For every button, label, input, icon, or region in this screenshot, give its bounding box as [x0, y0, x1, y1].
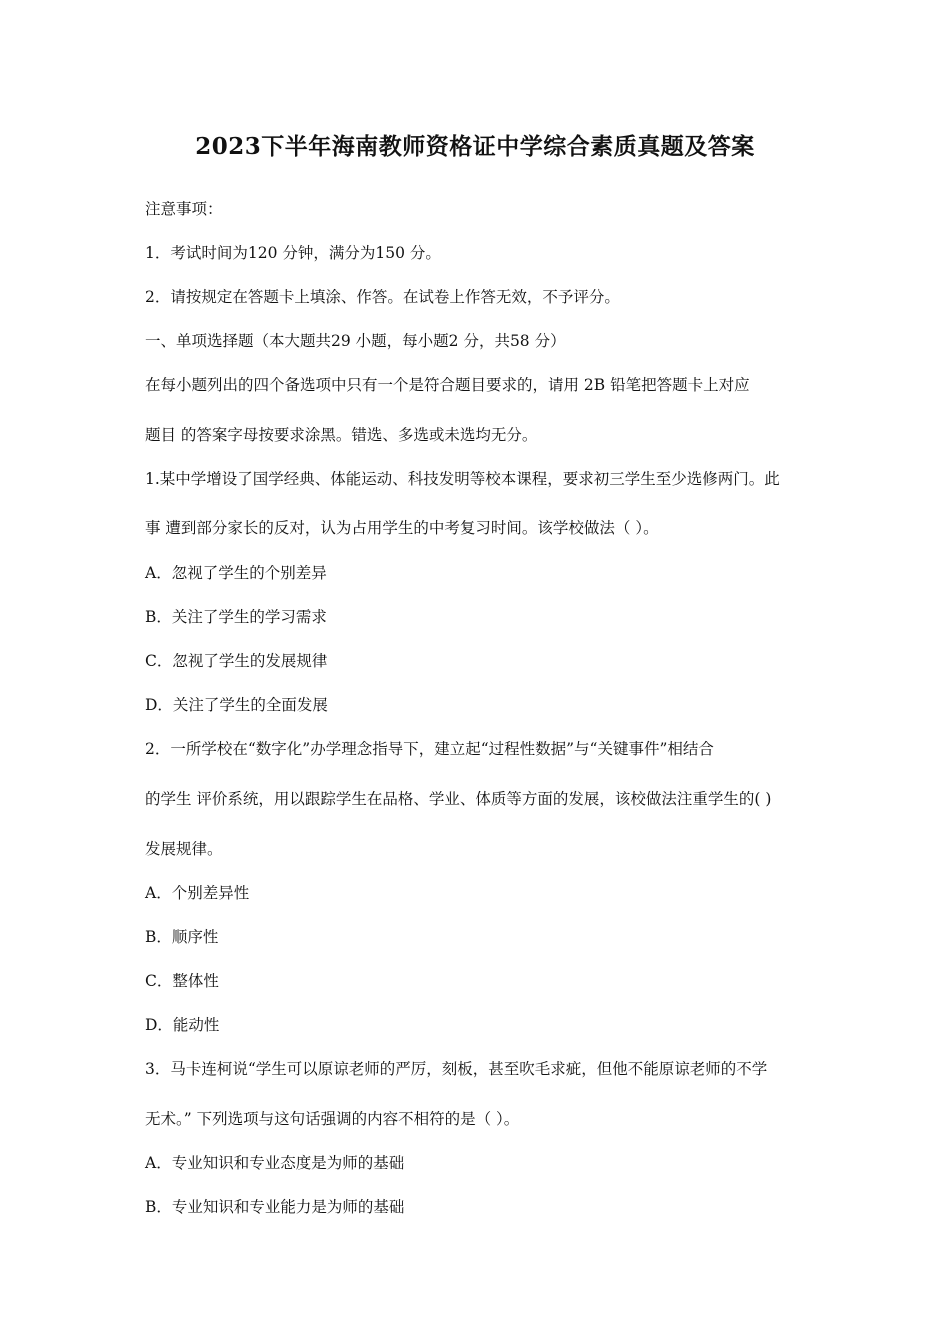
question-2-stem-line: 的学生 评价系统，用以跟踪学生在品格、学业、体质等方面的发展，该校做法注重学生的( ) [145, 790, 772, 808]
question-2-option-c: C．整体性 [145, 972, 219, 990]
question-1-option-d: D．关注了学生的全面发展 [145, 696, 328, 714]
note-item: 2．请按规定在答题卡上填涂、作答。在试卷上作答无效，不予评分。 [145, 288, 620, 306]
section-instructions-line: 在每小题列出的四个备选项中只有一个是符合题目要求的，请用 2B 铅笔把答题卡上对应 [145, 376, 750, 394]
question-2-option-d: D．能动性 [145, 1016, 220, 1034]
question-1-option-b: B．关注了学生的学习需求 [145, 608, 327, 626]
question-1-option-c: C．忽视了学生的发展规律 [145, 652, 328, 670]
note-item: 1．考试时间为120 分钟，满分为150 分。 [145, 244, 441, 262]
question-2-option-a: A．个别差异性 [145, 884, 250, 902]
question-1-option-a: A．忽视了学生的个别差异 [145, 564, 327, 582]
question-1-stem-line: 1.某中学增设了国学经典、体能运动、科技发明等校本课程，要求初三学生至少选修两门。此 [145, 470, 780, 488]
question-3-option-a: A．专业知识和专业态度是为师的基础 [145, 1154, 405, 1172]
question-2-stem-line: 发展规律。 [145, 840, 223, 858]
notes-heading: 注意事项： [145, 200, 223, 218]
question-2-stem-line: 2．一所学校在“数字化”办学理念指导下，建立起“过程性数据”与“关键事件”相结合 [145, 740, 714, 758]
question-1-stem-line: 事 遭到部分家长的反对，认为占用学生的中考复习时间。该学校做法（ ）。 [145, 519, 659, 537]
question-3-stem-line: 3．马卡连柯说“学生可以原谅老师的严厉，刻板，甚至吹毛求疵，但他不能原谅老师的不学 [145, 1060, 768, 1078]
document-title: 2023下半年海南教师资格证中学综合素质真题及答案 [195, 133, 755, 160]
question-3-option-b: B．专业知识和专业能力是为师的基础 [145, 1198, 405, 1216]
question-2-option-b: B．顺序性 [145, 928, 219, 946]
section-heading: 一、单项选择题（本大题共29 小题，每小题2 分，共58 分） [145, 332, 566, 350]
question-3-stem-line: 无术。” 下列选项与这句话强调的内容不相符的是（ ）。 [145, 1110, 520, 1128]
section-instructions-line: 题目 的答案字母按要求涂黑。错选、多选或未选均无分。 [145, 426, 538, 444]
